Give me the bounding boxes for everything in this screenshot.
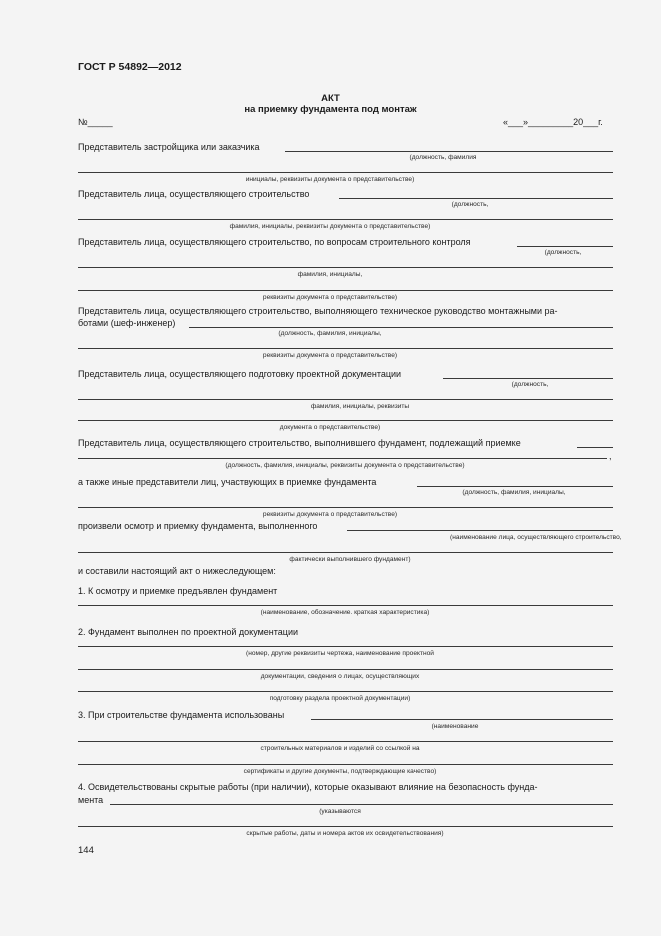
item3-caption-1: (наименование bbox=[431, 723, 479, 730]
design-label: Представитель лица, осуществляющего подготовку проектной документации bbox=[78, 369, 402, 379]
tech-caption-2: реквизиты документа о представительстве) bbox=[262, 352, 398, 359]
builder-line-2 bbox=[78, 219, 613, 220]
found-comma: , bbox=[609, 451, 612, 461]
standard-header: ГОСТ Р 54892—2012 bbox=[78, 61, 182, 73]
found-label: Представитель лица, осуществляющего строительство, выполнившего фундамент, подлежащий приемке bbox=[78, 438, 521, 448]
found-line-2 bbox=[78, 458, 607, 459]
design-caption-2: фамилия, инициалы, реквизиты bbox=[310, 403, 410, 410]
found-line bbox=[577, 447, 613, 448]
inspected-line bbox=[347, 530, 613, 531]
item3-line-2 bbox=[78, 741, 613, 742]
control-caption-3: реквизиты документа о представительстве) bbox=[262, 294, 398, 301]
compiled-statement: и составили настоящий акт о нижеследующем: bbox=[78, 566, 276, 576]
builder-caption-1: (должность, bbox=[451, 201, 489, 208]
item4-caption-1: (указываются bbox=[319, 808, 361, 815]
item2-caption-1: (номер, другие реквизиты чертежа, наименование проектной bbox=[246, 650, 434, 657]
customer-label: Представитель застройщика или заказчика bbox=[78, 142, 260, 152]
customer-line bbox=[285, 151, 613, 152]
design-caption-1: (должность, bbox=[511, 381, 549, 388]
design-line bbox=[443, 378, 613, 379]
inspected-caption-1: (наименование лица, осуществляющего строительство, bbox=[450, 534, 622, 541]
others-line bbox=[417, 486, 613, 487]
builder-label: Представитель лица, осуществляющего строительство bbox=[78, 189, 310, 199]
item2-line bbox=[78, 646, 613, 647]
others-line-2 bbox=[78, 507, 613, 508]
design-line-2 bbox=[78, 399, 613, 400]
item4-caption-2: скрытые работы, даты и номера актов их освидетельствования) bbox=[246, 830, 444, 837]
item4-label-line1: 4. Освидетельствованы скрытые работы (при наличии), которые оказывают влияние на безопасность фунда- bbox=[78, 782, 538, 792]
item3-label: 3. При строительстве фундамента использованы bbox=[78, 710, 285, 720]
item4-line-2 bbox=[78, 826, 613, 827]
control-caption-1: (должность, bbox=[544, 249, 582, 256]
found-caption: (должность, фамилия, инициалы, реквизиты документа о представительстве) bbox=[225, 462, 465, 469]
item2-line-3 bbox=[78, 691, 613, 692]
act-subtitle: на приемку фундамента под монтаж bbox=[244, 104, 417, 115]
customer-caption-1: (должность, фамилия bbox=[409, 154, 477, 161]
item1-line bbox=[78, 605, 613, 606]
item4-label-line2: мента bbox=[78, 795, 104, 805]
control-line-3 bbox=[78, 290, 613, 291]
builder-line bbox=[339, 198, 613, 199]
others-caption-2: реквизиты документа о представительстве) bbox=[262, 511, 398, 518]
item3-line-3 bbox=[78, 764, 613, 765]
item3-line bbox=[311, 719, 613, 720]
tech-label-line1: Представитель лица, осуществляющего строительство, выполняющего техническое руководство монтажными ра- bbox=[78, 306, 558, 316]
item2-line-2 bbox=[78, 669, 613, 670]
act-title: АКТ bbox=[321, 93, 340, 104]
item2-label: 2. Фундамент выполнен по проектной документации bbox=[78, 627, 299, 637]
control-line-2 bbox=[78, 267, 613, 268]
act-date: «___»_________20___г. bbox=[503, 117, 603, 127]
customer-line-2 bbox=[78, 172, 613, 173]
item2-caption-2: документации, сведения о лицах, осуществляющих bbox=[260, 673, 420, 680]
item1-caption: (наименование, обозначение. краткая характеристика) bbox=[260, 609, 430, 616]
item3-caption-3: сертификаты и другие документы, подтверждающие качество) bbox=[243, 768, 437, 775]
item2-caption-3: подготовку раздела проектной документации) bbox=[269, 695, 411, 702]
inspected-line-2 bbox=[78, 552, 613, 553]
item3-caption-2: строительных материалов и изделий со ссылкой на bbox=[260, 745, 420, 752]
tech-line bbox=[189, 327, 613, 328]
tech-label-line2: ботами (шеф-инженер) bbox=[78, 318, 176, 328]
design-caption-3: документа о представительстве) bbox=[279, 424, 381, 431]
item4-line bbox=[110, 804, 613, 805]
page-number: 144 bbox=[78, 845, 94, 856]
control-line bbox=[517, 246, 613, 247]
tech-line-2 bbox=[78, 348, 613, 349]
act-number: №_____ bbox=[78, 117, 113, 127]
customer-caption-2: инициалы, реквизиты документа о представительстве) bbox=[245, 176, 415, 183]
design-line-3 bbox=[78, 420, 613, 421]
inspected-label: произвели осмотр и приемку фундамента, выполненного bbox=[78, 521, 318, 531]
control-label: Представитель лица, осуществляющего строительство, по вопросам строительного контроля bbox=[78, 237, 471, 247]
inspected-caption-2: фактически выполнившего фундамент) bbox=[289, 556, 411, 563]
item1-label: 1. К осмотру и приемке предъявлен фундамент bbox=[78, 586, 278, 596]
builder-caption-2: фамилия, инициалы, реквизиты документа о представительстве) bbox=[229, 223, 431, 230]
others-label: а также иные представители лиц, участвующих в приемке фундамента bbox=[78, 477, 377, 487]
control-caption-2: фамилия, инициалы, bbox=[297, 271, 363, 278]
others-caption-1: (должность, фамилия, инициалы, bbox=[462, 489, 566, 496]
tech-caption-1: (должность, фамилия, инициалы, bbox=[278, 330, 382, 337]
